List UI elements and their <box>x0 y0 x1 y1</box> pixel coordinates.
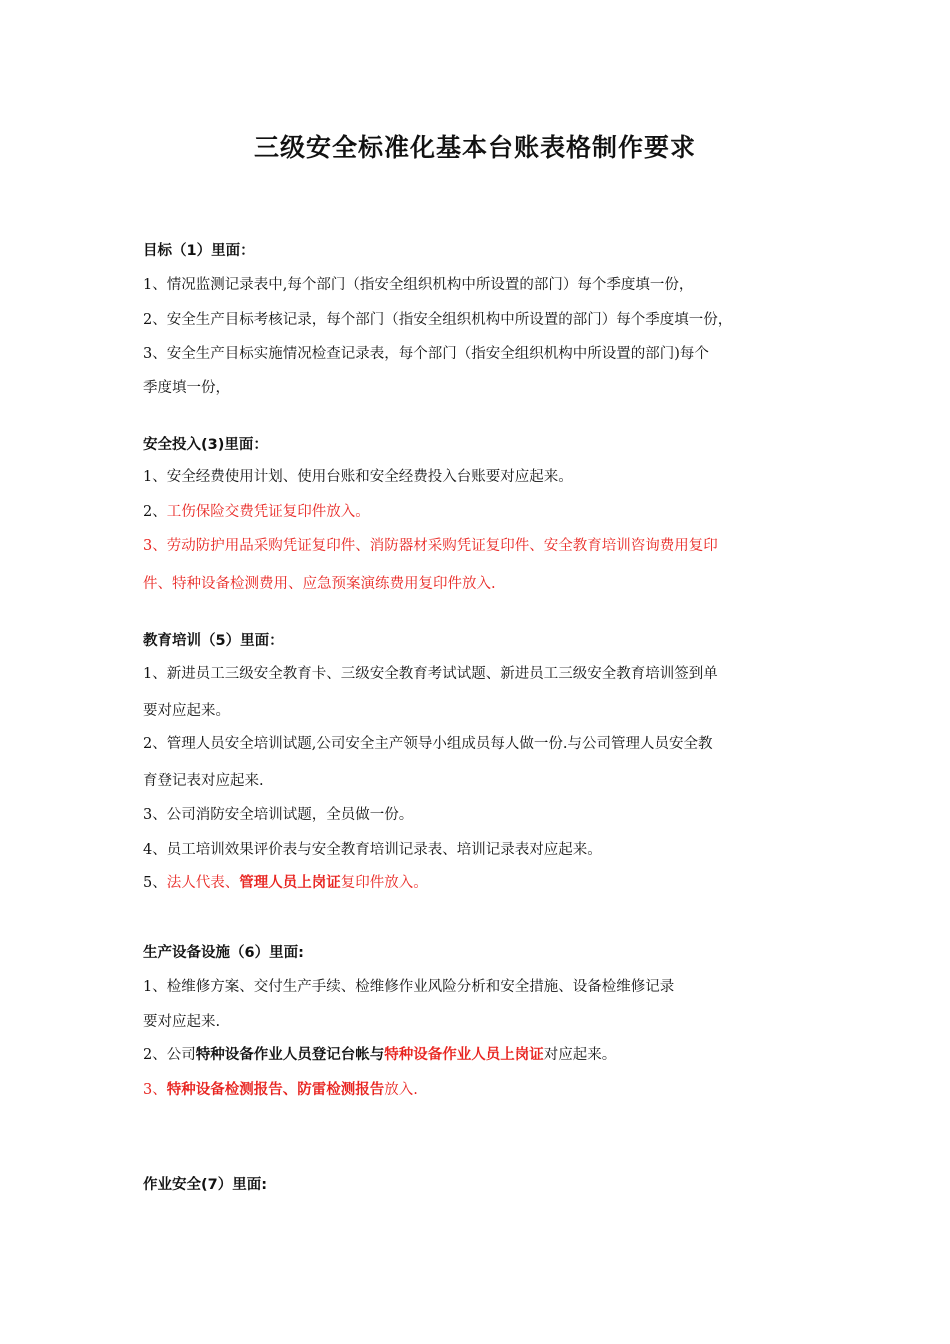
highlighted-text: 工伤保险交费凭证复印件放入。 <box>166 504 370 520</box>
highlighted-bold-text: 特种设备检测报告、防雷检测报告 <box>166 1081 385 1098</box>
section-heading-work-safety: 作业安全(7）里面: <box>143 1177 268 1193</box>
section-heading-goals: 目标（1）里面： <box>143 243 255 259</box>
paragraph-line: 1、检维修方案、交付生产手续、检维修作业风险分析和安全措施、设备检维修记录 <box>143 979 675 995</box>
highlighted-bold-text: 管理人员上岗证 <box>239 874 341 891</box>
section-heading-equipment-facilities: 生产设备设施（6）里面: <box>143 945 304 961</box>
highlighted-bold-text: 特种设备作业人员上岗证 <box>384 1046 544 1063</box>
paragraph-line: 要对应起来。 <box>143 703 230 719</box>
highlighted-text: 放入. <box>384 1082 418 1098</box>
paragraph-line: 2、安全生产目标考核记录，每个部门（指安全组织机构中所设置的部门）每个季度填一份， <box>143 312 733 328</box>
paragraph-line: 要对应起来. <box>143 1014 221 1030</box>
item-number: 2、 <box>143 504 167 520</box>
paragraph-line: 3、公司消防安全培训试题，全员做一份。 <box>143 807 414 823</box>
bold-text: 特种设备作业人员登记台帐与 <box>195 1046 385 1063</box>
paragraph-line: 2、管理人员安全培训试题,公司安全主产领导小组成员每人做一份.与公司管理人员安全教 <box>143 736 713 752</box>
highlighted-line: 3、劳动防护用品采购凭证复印件、消防器材采购凭证复印件、安全教育培训咨询费用复印 <box>143 538 718 554</box>
paragraph-line <box>143 1080 823 1100</box>
text-segment: 2、公司 <box>143 1047 196 1063</box>
highlighted-text: 复印件放入。 <box>340 875 428 891</box>
document-title: 三级安全标准化基本台账表格制作要求 <box>253 133 696 162</box>
paragraph-line: 1、情况监测记录表中,每个部门（指安全组织机构中所设置的部门）每个季度填一份， <box>143 277 694 293</box>
text-segment: 对应起来。 <box>543 1047 617 1063</box>
paragraph-line: 育登记表对应起来. <box>143 773 264 789</box>
paragraph-line <box>143 873 823 893</box>
paragraph-line: 3、安全生产目标实施情况检查记录表，每个部门（指安全组织机构中所设置的部门)每个 <box>143 346 709 362</box>
item-number: 5、 <box>143 875 167 891</box>
section-heading-safety-investment: 安全投入(3)里面： <box>143 437 268 453</box>
highlighted-line: 件、特种设备检测费用、应急预案演练费用复印件放入. <box>143 576 496 592</box>
paragraph-line <box>143 502 823 522</box>
paragraph-line <box>143 1045 823 1065</box>
highlighted-text: 法人代表、 <box>166 875 240 891</box>
section-heading-education-training: 教育培训（5）里面： <box>143 633 284 649</box>
paragraph-line: 季度填一份， <box>143 380 230 396</box>
paragraph-line: 1、新进员工三级安全教育卡、三级安全教育考试试题、新进员工三级安全教育培训签到单 <box>143 666 718 682</box>
paragraph-line: 1、安全经费使用计划、使用台账和安全经费投入台账要对应起来。 <box>143 469 573 485</box>
item-number: 3、 <box>143 1082 167 1098</box>
paragraph-line: 4、员工培训效果评价表与安全教育培训记录表、培训记录表对应起来。 <box>143 842 602 858</box>
